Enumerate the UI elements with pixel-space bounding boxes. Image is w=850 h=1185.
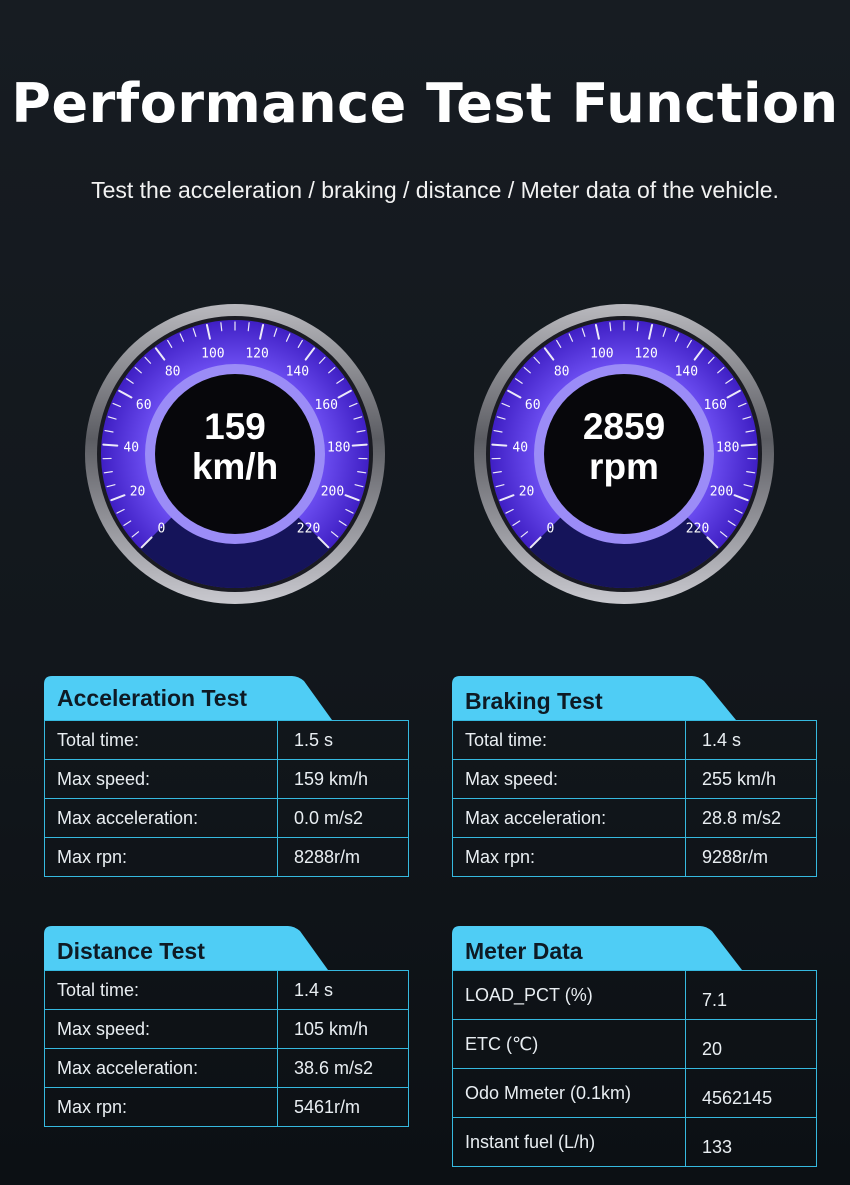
gauge-tick-label: 220	[296, 521, 321, 537]
row-label: Max speed:	[453, 760, 686, 799]
row-value: 1.4 s	[686, 721, 817, 760]
row-label: Max rpn:	[453, 838, 686, 877]
row-label: Total time:	[453, 721, 686, 760]
rpm-gauge-value: 2859	[582, 405, 666, 447]
table-row	[453, 838, 817, 877]
gauge-tick-label: 200	[709, 484, 734, 500]
gauge-tick-label: 160	[314, 398, 339, 414]
gauge-tick-label: 40	[512, 440, 529, 456]
gauge-tick-label: 180	[326, 440, 351, 456]
rpm-gauge-unit: rpm	[589, 445, 659, 487]
speed-gauge-dial	[84, 303, 386, 605]
gauge-tick-label: 40	[123, 440, 140, 456]
table-row	[453, 760, 817, 799]
row-label: Instant fuel (L/h)	[453, 1118, 686, 1167]
gauge-tick-label: 0	[157, 521, 166, 537]
row-value: 38.6 m/s2	[278, 1049, 409, 1088]
acceleration-test-header	[44, 676, 402, 720]
table-row	[45, 1010, 409, 1049]
table-row	[453, 1020, 817, 1069]
row-value: 0.0 m/s2	[278, 799, 409, 838]
braking-test-header	[452, 676, 810, 720]
distance-test-header	[44, 926, 402, 970]
table-row	[45, 799, 409, 838]
table-row	[45, 1088, 409, 1127]
gauge-tick-label: 80	[553, 364, 570, 380]
speed-gauge-unit: km/h	[191, 445, 279, 487]
row-value: 159 km/h	[278, 760, 409, 799]
gauge-tick-label: 120	[634, 346, 658, 362]
table-row	[453, 1118, 817, 1167]
acceleration-test-title: Acceleration Test	[57, 685, 248, 711]
page-subtitle: Test the acceleration / braking / distance / Meter data of the vehicle.	[91, 177, 779, 203]
meter-data-header	[452, 926, 810, 970]
speed-gauge-value: 159	[204, 405, 266, 447]
gauge-tick-label: 120	[245, 346, 269, 362]
table-row	[453, 1069, 817, 1118]
row-label: Max rpn:	[45, 1088, 278, 1127]
row-value: 133	[686, 1118, 817, 1167]
row-label: Max speed:	[45, 1010, 278, 1049]
speed-gauge	[84, 303, 386, 605]
row-label: Total time:	[45, 721, 278, 760]
table-row	[45, 1049, 409, 1088]
rpm-gauge-dial	[473, 303, 775, 605]
row-value: 1.5 s	[278, 721, 409, 760]
table-row	[45, 721, 409, 760]
row-value: 20	[686, 1020, 817, 1069]
gauge-tick-label: 60	[524, 398, 541, 414]
row-value: 1.4 s	[278, 971, 409, 1010]
braking-test-table	[452, 720, 817, 877]
row-value: 255 km/h	[686, 760, 817, 799]
page-title: Performance Test Function	[11, 72, 839, 135]
row-label: ETC (℃)	[453, 1020, 686, 1069]
table-row	[453, 799, 817, 838]
row-label: Odo Mmeter (0.1km)	[453, 1069, 686, 1118]
table-row	[45, 971, 409, 1010]
distance-test-title: Distance Test	[57, 938, 205, 964]
row-label: Max acceleration:	[45, 799, 278, 838]
gauge-tick-label: 160	[703, 398, 728, 414]
distance-test-panel	[44, 926, 402, 1127]
gauge-tick-label: 80	[164, 364, 181, 380]
row-value: 8288r/m	[278, 838, 409, 877]
row-label: Max rpn:	[45, 838, 278, 877]
row-value: 4562145	[686, 1069, 817, 1118]
gauge-tick-label: 200	[320, 484, 345, 500]
row-value: 5461r/m	[278, 1088, 409, 1127]
row-label: Total time:	[45, 971, 278, 1010]
table-row	[45, 838, 409, 877]
gauge-tick-label: 20	[129, 484, 146, 500]
gauge-tick-label: 100	[201, 346, 225, 362]
row-label: Max acceleration:	[453, 799, 686, 838]
table-row	[453, 721, 817, 760]
table-row	[45, 760, 409, 799]
row-label: Max speed:	[45, 760, 278, 799]
gauge-tick-label: 0	[546, 521, 555, 537]
gauge-tick-label: 100	[590, 346, 614, 362]
braking-test-title: Braking Test	[465, 688, 603, 714]
gauge-tick-label: 140	[674, 364, 699, 380]
row-value: 28.8 m/s2	[686, 799, 817, 838]
gauge-tick-label: 180	[715, 440, 740, 456]
rpm-gauge	[473, 303, 775, 605]
meter-data-title: Meter Data	[465, 938, 583, 964]
gauge-tick-label: 20	[518, 484, 535, 500]
row-value: 7.1	[686, 971, 817, 1020]
table-row	[453, 971, 817, 1020]
distance-test-table	[44, 970, 409, 1127]
acceleration-test-panel	[44, 676, 402, 877]
acceleration-test-table	[44, 720, 409, 877]
row-label: LOAD_PCT (%)	[453, 971, 686, 1020]
row-label: Max acceleration:	[45, 1049, 278, 1088]
meter-data-table	[452, 970, 817, 1167]
gauge-tick-label: 60	[135, 398, 152, 414]
braking-test-panel	[452, 676, 810, 877]
gauge-tick-label: 220	[685, 521, 710, 537]
gauge-tick-label: 140	[285, 364, 310, 380]
row-value: 9288r/m	[686, 838, 817, 877]
row-value: 105 km/h	[278, 1010, 409, 1049]
meter-data-panel	[452, 926, 810, 1167]
